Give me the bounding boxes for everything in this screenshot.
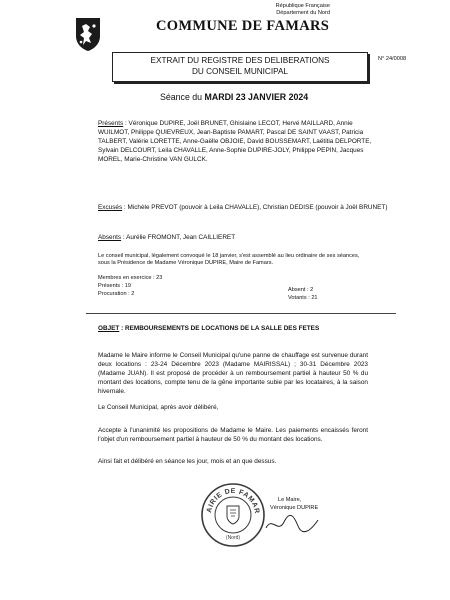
- signature-name: Véronique DUPIRE: [270, 505, 319, 511]
- session-prefix: Séance du: [160, 92, 203, 102]
- object-line: [98, 324, 398, 333]
- signature-title: Le Maire,: [278, 497, 302, 503]
- header-republic: République Française: [275, 3, 330, 9]
- header-department: Département du Nord: [276, 10, 330, 16]
- title-line-2: DU CONSEIL MUNICIPAL: [192, 67, 288, 76]
- absent-list: : Aurélie FROMONT, Jean CAILLIERET: [121, 234, 236, 241]
- divider: [86, 313, 396, 314]
- session-date: [160, 92, 308, 102]
- present-count: Présents : 19: [98, 283, 131, 289]
- members-count: Membres en exercice : 23: [98, 275, 163, 281]
- excused-section: [98, 203, 398, 212]
- absent-section: [98, 233, 372, 242]
- coat-of-arms-logo: [74, 18, 102, 52]
- object-text: : REMBOURSEMENTS DE LOCATIONS DE LA SALLE DES FETES: [119, 325, 320, 332]
- excused-label: Excusés: [98, 204, 123, 211]
- present-list: : Véronique DUPIRE, Joël BRUNET, Ghislaine LECOT, Hervé MAILLARD, Annie WUILMOT, Philippe QUIEVREUX, Jean-Baptiste PAMART, Pascal DE SAINT VAAST, Patricia TALBERT, Valérie LORETTE, Anne-Gaëlle OBJOIE, David BOUSSEMART, Laëtitia DELPORTE, Sylvain DELCOURT, Leila CHAVALLE, Anne-Sophie DUPIRE-JOLY, Philippe PEPIN, Jacques MOREL, Marie-Christine VAN GULCK.: [98, 120, 372, 163]
- body-paragraph-3: Accepte à l'unanimité les propositions de Madame le Maire. Les paiements encaissés feront l'objet d'un remboursement partiel à hauteur de 50 % du montant des locations.: [98, 427, 368, 443]
- absent-label: Absents: [98, 234, 122, 241]
- present-label: Présents: [98, 120, 124, 127]
- body-paragraph-2: Le Conseil Municipal, après avoir délibéré,: [98, 404, 219, 411]
- absent-count: Absent : 2: [288, 287, 314, 293]
- present-section: [98, 119, 372, 164]
- stamp-bottom-text: (Nord): [225, 535, 241, 541]
- title-box: [112, 52, 368, 82]
- title-line-1: EXTRAIT DU REGISTRE DES DELIBERATIONS: [150, 56, 330, 65]
- body-paragraph-4: Ainsi fait et délibéré en séance les jour, mois et an que dessus.: [98, 458, 277, 465]
- body-paragraph-1: Madame le Maire informe le Conseil Municipal qu'une panne de chauffage est survenue durant deux locations : 23-24 Décembre 2023 (Madame MAIRISSAL) ; 30-31 Décembre 2023 (Madame JUAN). Il est proposé de procéder à un remboursement partiel à hauteur 50 % du montant des locations, compte tenu de la gêne importante subie par les locataires, à la saison hivernale.: [98, 352, 368, 395]
- convocation-text: Le conseil municipal, légalement convoqué le 18 janvier, s'est assemblé au lieu ordinaire de ses séances, sous la Présidence de Madame Véronique DUPIRE, Maire de Famars.: [98, 253, 360, 266]
- proxy-count: Procuration : 2: [98, 291, 135, 297]
- signature-scribble: [262, 512, 322, 536]
- object-label: OBJET: [98, 325, 120, 332]
- svg-text:MAIRIE DE FAMARS: [200, 482, 260, 514]
- reference-number: N° 24/0008: [378, 56, 407, 62]
- excused-list: : Michèle PREVOT (pouvoir à Leila CHAVALLE), Christian DEDISE (pouvoir à Joël BRUNET): [122, 204, 388, 211]
- voters-count: Votants : 21: [288, 295, 318, 301]
- stamp-ring-text: AIRIE DE FAMAR: [206, 487, 261, 515]
- commune-title: COMMUNE DE FAMARS: [156, 18, 330, 34]
- session-day: MARDI 23 JANVIER 2024: [204, 92, 309, 102]
- mayor-stamp: [200, 482, 266, 548]
